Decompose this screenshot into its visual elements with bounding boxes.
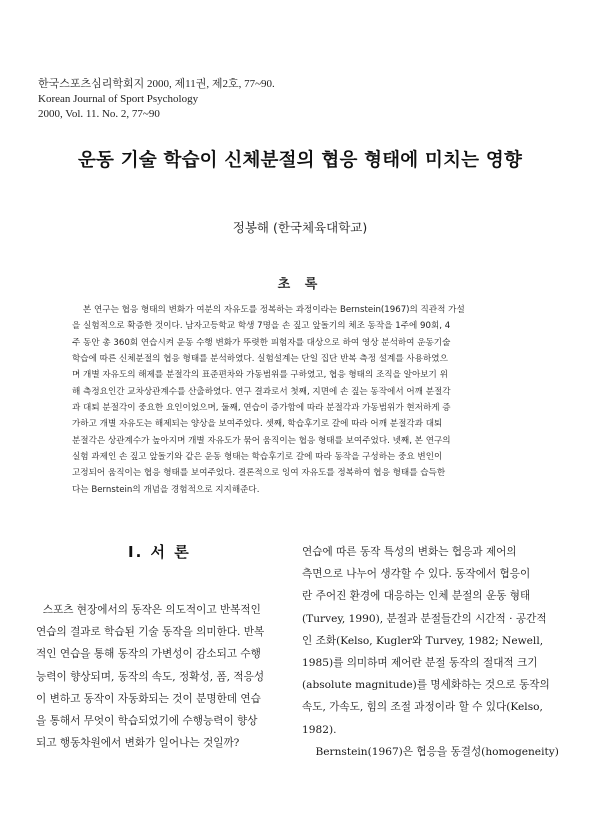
author-affiliation: 정봉해 (한국체육대학교) [232,220,368,235]
abstract-heading: 초 록 [277,277,323,292]
abstract-line: 가하고 개별 자유도는 해제되는 양상을 보여주었다. 셋째, 학습후기로 갈에 따라 어깨 분절각과 대퇴 [72,419,443,430]
journal-citation [38,77,275,122]
abstract-line: 다는 Bernstein의 개념을 경험적으로 지지해준다. [72,484,260,495]
body-text-line: 을 통해서 무엇이 학습되었기에 수행능력이 향상 [36,715,258,728]
abstract-line: 본 연구는 협응 형태의 변화가 여분의 자유도를 정복하는 과정이라는 Bernstein(1967)의 직관적 가설 [72,305,465,315]
paper-title: 운동 기술 학습이 신체분절의 협응 형태에 미치는 영향 [77,150,523,171]
abstract-line: 학습에 따른 신체분절의 협응 형태를 분석하였다. 실험설계는 단일 집단 반복 측정 설계를 사용하였으 [72,354,448,365]
body-text-line: 1985)를 의미하며 제어란 분절 동작의 절대적 크기 [302,657,538,670]
abstract-line: 분절각은 상관계수가 높아지며 개별 자유도가 묶어 움직이는 협응 형태를 보여주었다. 넷째, 본 연구의 [72,435,451,446]
abstract-line: 주 동안 총 360회 연습시켜 운동 수행 변화가 뚜렷한 피험자를 대상으로 하여 영상 분석하여 운동기술 [72,337,451,348]
body-text-line: 이 변하고 동작이 자동화되는 것이 분명한데 연습 [36,692,261,705]
left-column-text [36,599,272,754]
body-text-line: 되고 행동차원에서 변화가 일어나는 것일까? [36,737,240,750]
body-text-line: 1982). [302,723,337,736]
body-text-line: 연습에 따른 동작 특성의 변화는 협응과 제어의 [302,546,517,558]
body-text-line: 연습의 결과로 학습된 기술 동작을 의미한다. 반복 [36,626,265,639]
body-text-line: (absolute magnitude)를 명세화하는 것으로 동작의 [302,679,550,692]
abstract-line: 을 실험적으로 확증한 것이다. 남자고등학교 학생 7명을 손 짚고 앞돌기의 체조 동작을 1주에 90회, 4 [72,321,451,332]
body-text-line: 속도, 가속도, 힘의 조절 과정이라 할 수 있다(Kelso, [302,701,543,714]
journal-line-english: Korean Journal of Sport Psychology [38,93,199,105]
section-heading-introduction: Ⅰ. 서 론 [128,543,191,561]
abstract-line: 해 측정요인간 교차상관계수를 산출하였다. 연구 결과로서 첫째, 지면에 손 짚는 동작에서 어깨 분절각 [72,386,451,397]
body-text-line: (Turvey, 1990), 분절과 분절들간의 시간적 · 공간적 [302,612,547,625]
journal-line-volume: 2000, Vol. 11. No. 2, 77~90 [38,108,160,120]
abstract-line: 고정되어 움직이는 협응 형태를 보여주었다. 결론적으로 잉여 자유도를 정복하여 협응 형태를 습득한 [72,468,446,479]
body-text-line: 측면으로 나누어 생각할 수 있다. 동작에서 협응이 [302,568,531,581]
journal-line-korean: 한국스포츠심리학회지 2000, 제11권, 제2호, 77~90. [38,78,275,90]
right-column-text [302,541,564,763]
body-text-line: 적인 연습을 통해 동작의 가변성이 감소되고 수행 [36,648,261,661]
body-text-line: Bernstein(1967)은 협응을 동결성(homogeneity) [302,745,559,758]
abstract-line: 실험 과제인 손 짚고 앞돌기와 같은 운동 형태는 학습후기로 갈에 따라 동작을 구성하는 중요 변인이 [72,452,443,463]
body-text-line: 인 조화(Kelso, Kugler와 Turvey, 1982; Newell, [302,634,544,647]
abstract-line: 과 대퇴 분절각이 중요한 요인이었으며, 둘째, 연습이 증가함에 따라 분절각과 가동범위가 현저하게 증 [72,403,451,414]
body-text-line: 능력이 향상되며, 동작의 속도, 정확성, 폼, 적응성 [36,670,265,683]
body-text-line: 스포츠 현장에서의 동작은 의도적이고 반복적인 [36,604,261,616]
abstract-line: 며 개별 자유도의 해제를 분절각의 표준편차와 가동범위를 구하였고, 협응 형태의 조직을 알아보기 위 [72,370,448,381]
body-text-line: 란 주어진 환경에 대응하는 인체 분절의 운동 형태 [302,590,531,603]
abstract-body [72,302,528,498]
